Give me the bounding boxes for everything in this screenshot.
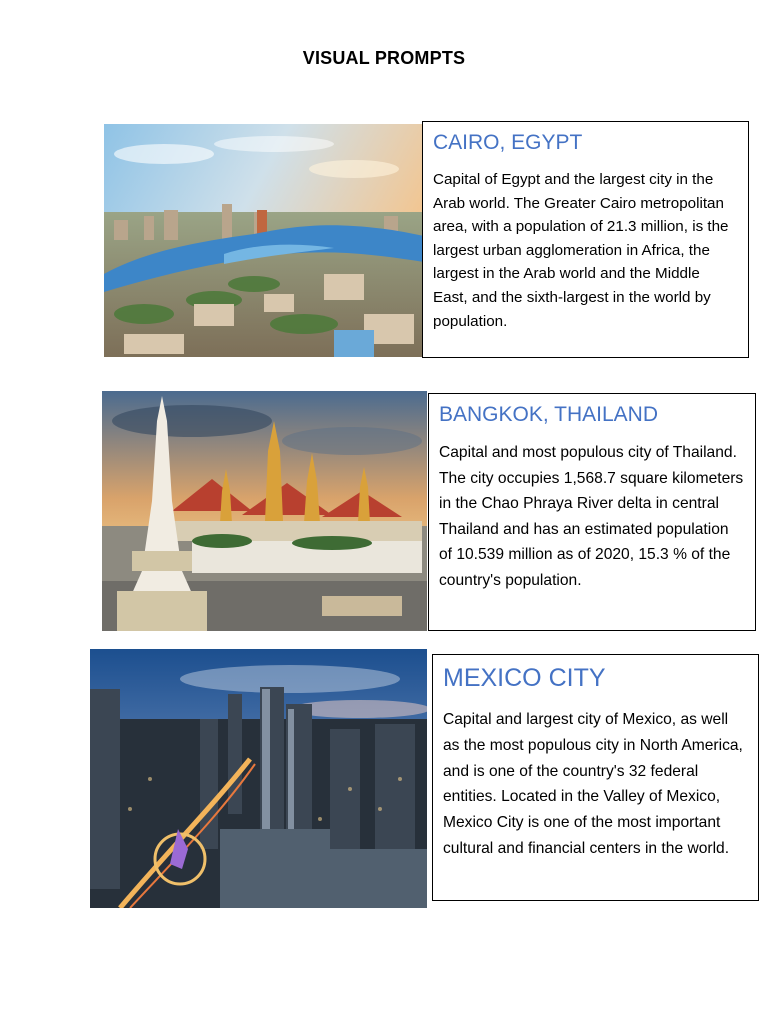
mexico-city-card — [432, 654, 759, 901]
bangkok-title: BANGKOK, THAILAND — [439, 403, 659, 426]
cairo-card — [422, 121, 749, 358]
cairo-title: CAIRO, EGYPT — [433, 131, 583, 154]
mexico-city-description: Capital and largest city of Mexico, as well as the most populous city in North America, and is one of the country's 32 federal entities. Located in the Valley of Mexico, Mexico City is one of the most important cultural and financial centers in the world. — [443, 711, 743, 857]
bangkok-photo — [102, 391, 427, 631]
cairo-photo — [104, 124, 424, 357]
mexico-city-title: MEXICO CITY — [443, 664, 606, 692]
bangkok-card — [428, 393, 756, 631]
bangkok-description: Capital and most populous city of Thailand. The city occupies 1,568.7 square kilometers in the Chao Phraya River delta in central Thailand and has an estimated population of 10.539 million as of 2020, 15.3 % of the country's population. — [439, 444, 744, 589]
cairo-description: Capital of Egypt and the largest city in the Arab world. The Greater Cairo metropolitan area, with a population of 21.3 million, is the largest urban agglomeration in Africa, the largest in the Arab world and the Middle East, and the sixth-largest in the world by population. — [433, 171, 729, 330]
page-title: VISUAL PROMPTS — [302, 48, 466, 68]
mexico-city-photo — [90, 649, 427, 908]
